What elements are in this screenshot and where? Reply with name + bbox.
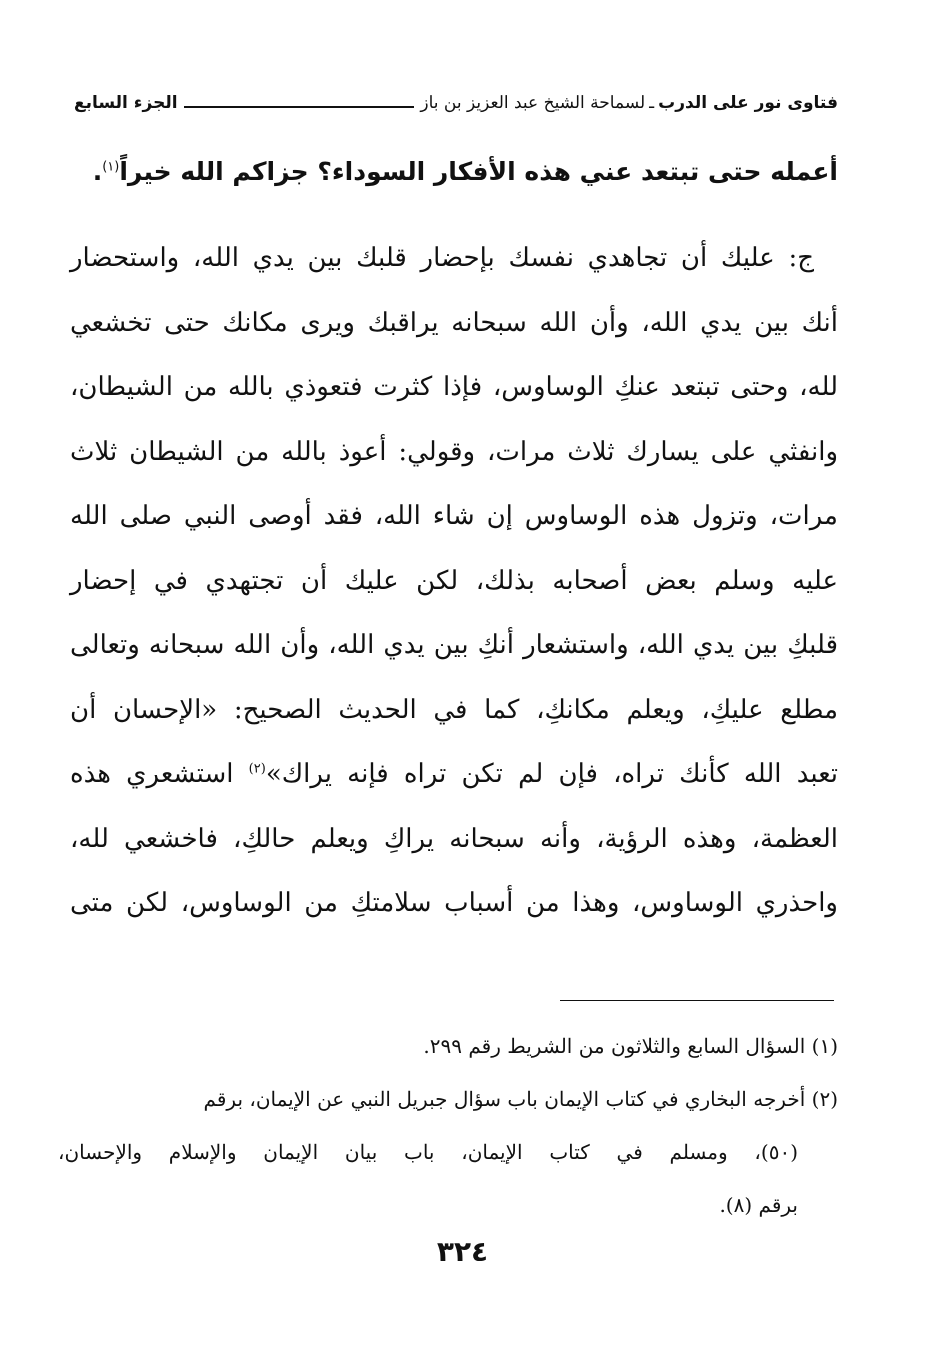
answer-line-9-tail: استشعري هذه bbox=[70, 759, 234, 789]
footnote-2-line-1: (٢) أخرجه البخاري في كتاب الإيمان باب سؤال جبريل النبي عن الإيمان، برقم bbox=[203, 1087, 838, 1111]
footnote-1: (١) السؤال السابع والثلاثون من الشريط رقم ٢٩٩. bbox=[423, 1034, 838, 1058]
header-separator: ـ bbox=[649, 93, 655, 113]
answer-body bbox=[70, 226, 838, 936]
author-name: لسماحة الشيخ عبد العزيز بن باز bbox=[420, 93, 646, 113]
answer-line-9 bbox=[70, 742, 838, 807]
footnote-ref-1: (١) bbox=[102, 159, 120, 175]
answer-line-8: مطلع عليكِ، ويعلم مكانكِ، كما في الحديث الصحيح: «الإحسان أن bbox=[70, 694, 838, 725]
footnote-ref-2: (٢) bbox=[248, 761, 266, 777]
book-title: فتاوى نور على الدرب bbox=[658, 93, 838, 113]
page-number: ٣٢٤ bbox=[436, 1235, 489, 1268]
answer-line-4: وانفثي على يسارك ثلاث مرات، وقولي: أعوذ بالله من الشيطان ثلاث bbox=[70, 436, 838, 467]
answer-line-1: ج: عليك أن تجاهدي نفسك بإحضار قلبك بين يدي الله، واستحضار bbox=[70, 243, 814, 273]
question-text: أعمله حتى تبتعد عني هذه الأفكار السوداء؟ جزاكم الله خيراً bbox=[119, 157, 838, 186]
answer-line-5: مرات، وتزول هذه الوساوس إن شاء الله، فقد أوصى النبي صلى الله bbox=[70, 501, 838, 531]
answer-line-9-text: تعبد الله كأنك تراه، فإن لم تكن تراه فإنه يراك» bbox=[265, 759, 838, 789]
header-rule bbox=[184, 106, 415, 108]
footnotes bbox=[58, 1020, 838, 1232]
question-end: . bbox=[92, 157, 103, 186]
footnote-2-line-3: برقم (٨). bbox=[719, 1193, 798, 1217]
volume-part: الجزء السابع bbox=[74, 93, 178, 113]
answer-line-3: لله، وحتى تبتعد عنكِ الوساوس، فإذا كثرت فتعوذي بالله من الشيطان، bbox=[70, 372, 838, 402]
answer-line-10: العظمة، وهذه الرؤية، وأنه سبحانه يراكِ ويعلم حالكِ، فاخشعي لله، bbox=[70, 823, 838, 854]
question-line bbox=[74, 150, 838, 194]
footnote-separator bbox=[560, 1000, 834, 1001]
answer-line-11: واحذري الوساوس، وهذا من أسباب سلامتكِ من الوساوس، لكن متى bbox=[70, 888, 838, 918]
answer-line-7: قلبكِ بين يدي الله، واستشعار أنكِ بين يدي الله، وأن الله سبحانه وتعالى bbox=[70, 630, 838, 660]
answer-line-2: أنك بين يدي الله، وأن الله سبحانه يراقبك ويرى مكانك حتى تخشعي bbox=[70, 307, 838, 338]
footnote-2-line-2: (٥٠)، ومسلم في كتاب الإيمان، باب بيان الإيمان والإسلام والإحسان، bbox=[58, 1140, 798, 1164]
answer-line-6: عليه وسلم بعض أصحابه بذلك، لكن عليك أن تجتهدي في إحضار bbox=[70, 565, 838, 596]
running-header bbox=[74, 86, 838, 120]
